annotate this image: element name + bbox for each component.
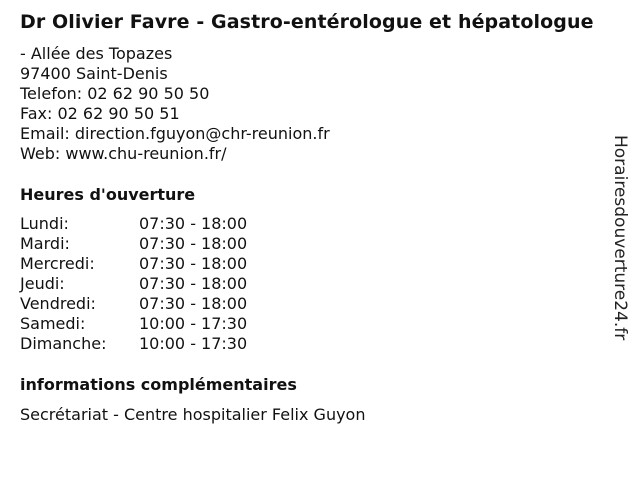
day-label: Jeudi:	[20, 274, 65, 293]
day-label: Mercredi:	[20, 254, 95, 273]
time-range: 07:30 - 18:00	[139, 254, 248, 273]
time-range: 10:00 - 17:30	[139, 314, 248, 333]
site-watermark	[610, 135, 630, 345]
opening-hours-heading: Heures d'ouverture	[20, 185, 196, 204]
contact-details	[20, 44, 330, 164]
fax-number: Fax: 02 62 90 50 51	[20, 104, 180, 123]
time-range: 10:00 - 17:30	[139, 334, 248, 353]
additional-info-text: Secrétariat - Centre hospitalier Felix Guyon	[20, 405, 366, 424]
time-range: 07:30 - 18:00	[139, 294, 248, 313]
website-link: Web: www.chu-reunion.fr/	[20, 144, 227, 163]
day-label: Vendredi:	[20, 294, 96, 313]
additional-info-heading: informations complémentaires	[20, 375, 297, 394]
time-range: 07:30 - 18:00	[139, 214, 248, 233]
phone-number: Telefon: 02 62 90 50 50	[20, 84, 210, 103]
day-label: Dimanche:	[20, 334, 107, 353]
time-range: 07:30 - 18:00	[139, 234, 248, 253]
email-address: Email: direction.fguyon@chr-reunion.fr	[20, 124, 330, 143]
address-street: - Allée des Topazes	[20, 44, 173, 63]
site-watermark-text: Horairesdouverture24.fr	[610, 135, 630, 341]
time-range: 07:30 - 18:00	[139, 274, 248, 293]
day-label: Samedi:	[20, 314, 86, 333]
day-label: Lundi:	[20, 214, 69, 233]
address-city: 97400 Saint-Denis	[20, 64, 168, 83]
page-title: Dr Olivier Favre - Gastro-entérologue et hépatologue	[20, 11, 594, 33]
day-label: Mardi:	[20, 234, 70, 253]
